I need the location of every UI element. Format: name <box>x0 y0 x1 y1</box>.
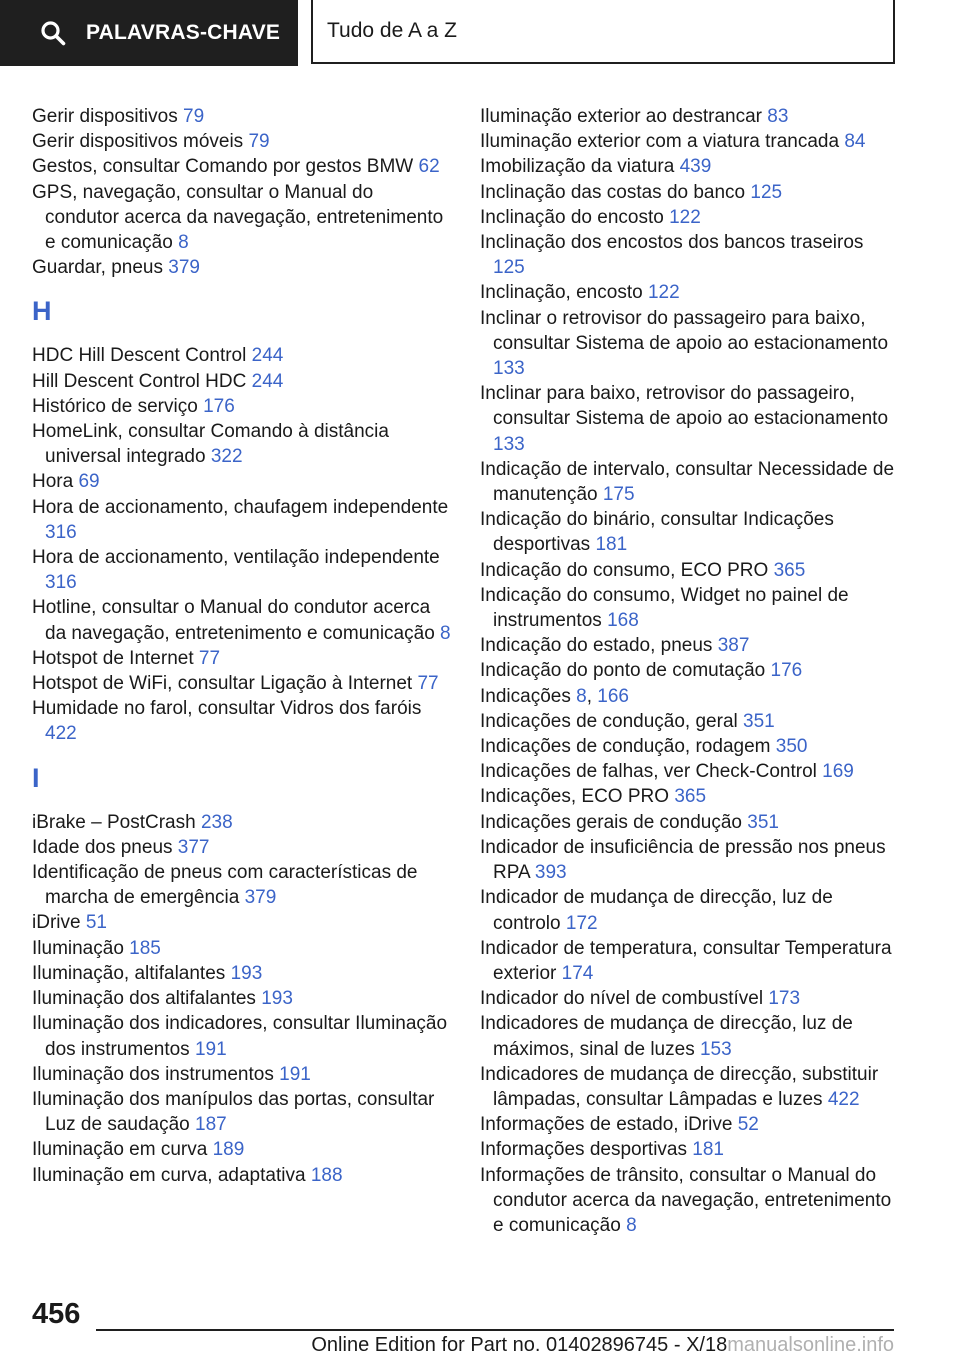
index-entry <box>32 394 452 419</box>
index-entry-text: Iluminação exterior com a viatura trancada <box>480 131 840 153</box>
page-link[interactable]: 316 <box>45 572 77 594</box>
index-entry <box>480 1011 900 1061</box>
page-link[interactable]: 172 <box>565 912 598 934</box>
index-entry-text: Indicações gerais de condução <box>480 811 742 833</box>
page-link[interactable]: 174 <box>561 962 594 984</box>
page-link[interactable]: 79 <box>248 131 270 153</box>
page-link[interactable]: 244 <box>251 370 284 392</box>
index-entry-text: Indicação do estado, pneus <box>480 635 713 657</box>
index-entry-text: Hora de accionamento, ventilação independente <box>32 547 440 569</box>
page-link[interactable]: 168 <box>607 610 639 632</box>
index-entry <box>32 369 452 394</box>
index-entry-text: GPS, navegação, consultar o Manual do condutor acerca da navegação, entretenimento e comunicação <box>32 181 444 254</box>
page-link[interactable]: 125 <box>493 257 525 279</box>
index-entry-text: Iluminação dos manípulos das portas, consultar Luz de saudação <box>32 1088 435 1136</box>
index-entry <box>480 709 900 734</box>
index-entry <box>480 583 900 633</box>
page-link[interactable]: 77 <box>417 673 439 695</box>
index-entry <box>480 885 900 935</box>
index-entry <box>32 495 452 545</box>
index-letter-heading: H <box>32 296 52 327</box>
index-entry-text: iBrake – PostCrash <box>32 811 196 833</box>
index-entry <box>32 154 452 179</box>
index-entry <box>480 381 900 457</box>
page-link[interactable]: 77 <box>198 647 221 669</box>
index-entry <box>32 810 452 835</box>
index-entry-text: Inclinação dos encostos dos bancos traseiros <box>480 232 864 254</box>
index-entry <box>32 545 452 595</box>
index-entry-text: Iluminação dos instrumentos <box>32 1063 274 1085</box>
index-entry-text: Iluminação em curva, adaptativa <box>32 1164 306 1186</box>
index-entry-text: Indicador do nível de combustível <box>480 988 764 1010</box>
footer-text <box>311 1334 894 1357</box>
index-entry <box>480 230 900 280</box>
page-link[interactable]: 244 <box>251 345 284 367</box>
index-entry-text: Indicação de intervalo, consultar Necessidade de manutenção <box>480 458 895 506</box>
index-entry-text: Indicador de insuficiência de pressão nos pneus RPA <box>480 836 886 884</box>
index-entry <box>480 457 900 507</box>
index-entry <box>32 835 452 860</box>
page-link[interactable]: 377 <box>177 836 210 858</box>
index-column-right <box>480 104 900 1238</box>
index-entry <box>32 595 452 645</box>
index-entry <box>32 1062 452 1087</box>
page-link[interactable]: 133 <box>493 433 525 455</box>
index-entry-text: Indicadores de mudança de direcção, luz de máximos, sinal de luzes <box>480 1013 853 1060</box>
index-entry-text: Hotspot de WiFi, consultar Ligação à Internet <box>32 673 413 695</box>
index-entry-text: Indicador de temperatura, consultar Temperatura exterior <box>480 937 892 984</box>
index-entry-text: Hora de accionamento, chaufagem independente <box>32 496 449 518</box>
index-entry <box>32 255 452 280</box>
page-link[interactable]: 169 <box>822 761 854 783</box>
page-link[interactable]: 181 <box>692 1139 724 1161</box>
index-entry <box>32 419 452 469</box>
index-entry <box>480 759 900 784</box>
index-entry-text: Histórico de serviço <box>32 395 198 417</box>
index-entry <box>480 306 900 382</box>
index-entry <box>480 734 900 759</box>
page-link[interactable]: 322 <box>210 446 243 468</box>
index-entry <box>32 469 452 494</box>
index-entry <box>32 1087 452 1137</box>
index-entry-text: Imobilização da viatura <box>480 156 675 178</box>
index-entry-text: Indicações de condução, geral <box>480 710 738 732</box>
page-link[interactable]: 187 <box>195 1114 227 1136</box>
index-entry <box>32 1011 452 1061</box>
index-entry <box>32 343 452 368</box>
index-entry <box>480 280 900 305</box>
index-entry <box>480 986 900 1011</box>
index-entry <box>480 835 900 885</box>
index-entry <box>32 1137 452 1162</box>
page-link[interactable]: 79 <box>183 106 205 127</box>
index-entry-text: Indicadores de mudança de direcção, substituir lâmpadas, consultar Lâmpadas e luzes <box>480 1063 879 1110</box>
index-entry <box>480 507 900 557</box>
index-entry-text: Inclinação, encosto <box>480 282 643 304</box>
index-entry <box>480 1137 900 1162</box>
page-link[interactable]: 365 <box>773 559 806 581</box>
page-link[interactable]: 83 <box>767 106 789 127</box>
index-entry-text: Indicador de mudança de direcção, luz de controlo <box>480 887 833 934</box>
page-link[interactable]: 84 <box>844 131 866 153</box>
index-entry-text: Informações de trânsito, consultar o Manual do condutor acerca da navegação, entretenimento e comunicação <box>480 1164 892 1236</box>
a-to-z-tab-label: Tudo de A a Z <box>327 19 457 42</box>
page-link[interactable]: 185 <box>129 937 161 959</box>
index-entry <box>480 658 900 683</box>
page-link[interactable]: 69 <box>78 471 100 493</box>
index-entry-text: Iluminação em curva <box>32 1139 208 1161</box>
page-link[interactable]: 351 <box>743 710 775 732</box>
keywords-tab-label: PALAVRAS-CHAVE <box>86 21 281 44</box>
index-entry-text: Informações de estado, iDrive <box>480 1114 733 1136</box>
page-number: 456 <box>32 1298 81 1330</box>
page-link[interactable]: 133 <box>493 358 525 380</box>
index-entry <box>480 1062 900 1112</box>
index-entry-text: Identificação de pneus com características de marcha de emergência <box>32 862 418 909</box>
search-icon <box>40 20 66 46</box>
index-entry <box>480 633 900 658</box>
index-entry <box>480 205 900 230</box>
index-entry-text: Indicações de falhas, ver Check-Control <box>480 761 817 783</box>
index-entry-text: Inclinar para baixo, retrovisor do passageiro, consultar Sistema de apoio ao estacionamento <box>480 383 889 430</box>
page-link[interactable]: 238 <box>200 811 233 833</box>
page-link[interactable]: 439 <box>679 156 712 178</box>
watermark-text: manualsonline.info <box>727 1334 894 1356</box>
index-entry <box>32 936 452 961</box>
index-entry-text: HDC Hill Descent Control <box>32 345 247 367</box>
index-entry-text: Guardar, pneus <box>32 257 163 279</box>
index-entry-text: Indicação do consumo, Widget no painel de instrumentos <box>480 584 849 632</box>
page-link[interactable]: 387 <box>717 635 750 657</box>
index-entry-text: Gestos, consultar Comando por gestos BMW <box>32 156 414 178</box>
index-entry-text: Hill Descent Control HDC <box>32 370 247 392</box>
index-entry-text: Hotline, consultar o Manual do condutor acerca da navegação, entretenimento e comunicação <box>32 597 435 644</box>
page-link[interactable]: 175 <box>602 484 635 506</box>
index-entry-text: HomeLink, consultar Comando à distância universal integrado <box>32 421 389 468</box>
page-link[interactable]: 351 <box>747 811 779 833</box>
index-entry <box>32 860 452 910</box>
index-entry-text: Iluminação dos altifalantes <box>32 988 256 1010</box>
index-entry-text: Informações desportivas <box>480 1139 687 1161</box>
page-link[interactable]: 316 <box>45 521 77 543</box>
index-entry <box>480 936 900 986</box>
page-link[interactable]: 191 <box>279 1063 311 1085</box>
index-entry-text: Iluminação <box>32 937 124 959</box>
index-entry-text: Hora <box>32 471 74 493</box>
page-link[interactable]: 122 <box>647 282 680 304</box>
index-entry <box>480 154 900 179</box>
page-link[interactable]: 379 <box>244 887 277 909</box>
index-entry <box>32 910 452 935</box>
index-entry <box>32 129 452 154</box>
index-entry-text: Inclinação das costas do banco <box>480 181 746 203</box>
index-entry: Indicações 8, 166 <box>480 685 629 707</box>
index-entry-text: Iluminação, altifalantes <box>32 962 226 984</box>
page-link[interactable]: 176 <box>203 395 235 417</box>
index-letter-heading: I <box>32 762 40 793</box>
index-entry <box>32 104 452 129</box>
page-link[interactable]: 393 <box>534 862 567 884</box>
index-entry-text: Indicações de condução, rodagem <box>480 736 771 758</box>
index-entry <box>480 1163 900 1239</box>
page-link[interactable]: 193 <box>230 962 263 984</box>
page-link[interactable]: 379 <box>168 257 200 279</box>
page-link[interactable]: 8 <box>626 1214 637 1236</box>
header-bar <box>0 0 960 66</box>
page-link[interactable]: 422 <box>45 723 77 745</box>
page-link[interactable]: 166 <box>597 685 629 707</box>
index-entry-text: Iluminação dos indicadores, consultar Iluminação dos instrumentos <box>32 1013 448 1060</box>
page-link[interactable]: 189 <box>212 1139 245 1161</box>
index-entry <box>480 1112 900 1137</box>
page-link[interactable]: 51 <box>85 912 107 934</box>
index-entry-text: Indicação do consumo, ECO PRO <box>480 559 769 581</box>
index-entry <box>480 129 900 154</box>
index-column-left <box>32 104 452 1188</box>
page-link[interactable]: 350 <box>775 736 808 758</box>
page-link[interactable]: 176 <box>770 660 803 682</box>
page-link[interactable]: 181 <box>595 534 628 556</box>
index-entry-text: Indicação do ponto de comutação <box>480 660 766 682</box>
index-entry <box>480 558 900 583</box>
page-link[interactable]: 8 <box>178 232 189 254</box>
page-link[interactable]: 8 <box>440 622 451 644</box>
footer-divider <box>96 1329 894 1331</box>
page-link[interactable]: 125 <box>750 181 783 203</box>
index-entry-text: Hotspot de Internet <box>32 647 194 669</box>
index-entry <box>480 784 900 809</box>
a-to-z-tab[interactable] <box>311 0 895 64</box>
index-entry-text: Inclinação do encosto <box>480 206 664 228</box>
edition-text: Online Edition for Part no. 01402896745 - X/18 <box>311 1334 728 1356</box>
index-entry-text: Iluminação exterior ao destrancar <box>480 106 762 127</box>
page-link[interactable]: 191 <box>194 1038 227 1060</box>
page-link[interactable]: 62 <box>418 156 440 178</box>
index-entry <box>32 671 452 696</box>
index-entry <box>32 1163 452 1188</box>
index-entry <box>32 646 452 671</box>
index-entry <box>480 104 900 129</box>
page-link[interactable]: 193 <box>261 988 293 1010</box>
page-link[interactable]: 8 <box>576 685 587 707</box>
page-link[interactable]: 153 <box>699 1038 732 1060</box>
keywords-tab[interactable] <box>0 0 298 66</box>
index-entry-text: Indicações, ECO PRO <box>480 786 670 808</box>
index-entry-text: iDrive <box>32 912 81 934</box>
page-link[interactable]: 422 <box>827 1088 860 1110</box>
page-link[interactable]: 52 <box>737 1114 759 1136</box>
index-entry-text: Indicações <box>480 685 571 707</box>
index-entry-text: Gerir dispositivos <box>32 106 178 127</box>
index-entry-text: Gerir dispositivos móveis <box>32 131 244 153</box>
page-link[interactable]: 365 <box>674 786 707 808</box>
page-link[interactable]: 173 <box>768 988 801 1010</box>
index-entry-text: Indicação do binário, consultar Indicações desportivas <box>480 509 834 556</box>
index-entry <box>480 180 900 205</box>
index-entry <box>32 696 452 746</box>
index-entry-text: Humidade no farol, consultar Vidros dos faróis <box>32 698 422 720</box>
page-link[interactable]: 188 <box>310 1164 343 1186</box>
index-entry <box>32 961 452 986</box>
index-entry <box>480 810 900 835</box>
index-entry-text: Idade dos pneus <box>32 836 173 858</box>
index-entry <box>32 180 452 256</box>
index-entry <box>32 986 452 1011</box>
page-link[interactable]: 122 <box>669 206 701 228</box>
index-entry-text: Inclinar o retrovisor do passageiro para baixo, consultar Sistema de apoio ao estacionamento <box>480 307 889 354</box>
